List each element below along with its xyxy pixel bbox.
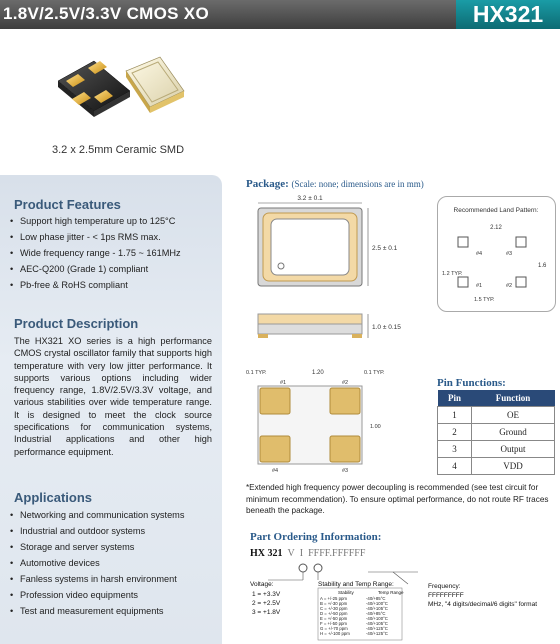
vpitch-label: 1.00: [370, 424, 381, 430]
package-drawing: [244, 188, 424, 478]
stab-cell: -40/+105°C: [366, 606, 388, 611]
list-item: • Networking and communication systems: [10, 507, 184, 523]
pin-label: #3: [342, 468, 349, 474]
land-height: 1.6: [538, 263, 547, 269]
frequency-desc: MHz, "4 digits/decimal/6 digits" format: [428, 601, 538, 608]
land-pin-label: #4: [476, 251, 483, 257]
features-list: [10, 213, 181, 293]
stab-cell: -40/+100°C: [366, 616, 388, 621]
decoupling-note: *Extended high frequency power decoupling is recommended (see test circuit for minimum recommendation). To ensure optimal performance, do not route RF traces beneath the package.: [246, 483, 549, 515]
list-item: • Pb-free & RoHS compliant: [10, 277, 181, 293]
product-image: [48, 49, 228, 133]
pin-functions-title: Pin Functions:: [437, 377, 506, 389]
voltage-option: 3 = +1.8V: [252, 609, 281, 616]
code-v: V: [287, 548, 295, 559]
voltage-label: Voltage:: [250, 581, 274, 588]
list-item: • Fanless systems in harsh environment: [10, 571, 184, 587]
table-row: [438, 424, 555, 441]
stab-cell: B = +/-30 ppm: [320, 601, 348, 606]
stab-cell: H = +/-100 ppm: [320, 631, 350, 636]
table-header-row: [438, 390, 555, 407]
table-row: [438, 407, 555, 424]
table-row: [438, 458, 555, 475]
stab-cell: -40/+85°C: [366, 611, 386, 616]
applications-list: [10, 507, 184, 619]
stab-header: Stability: [338, 590, 354, 595]
list-item: • Support high temperature up to 125°C: [10, 213, 181, 229]
land-pin-label: #2: [506, 283, 513, 289]
stab-cell: -40/+125°C: [366, 631, 388, 636]
part-number-badge: HX321: [456, 0, 560, 29]
product-hero: [0, 29, 560, 156]
land-pin-label: #3: [506, 251, 513, 257]
typ-label: 0.1 TYP.: [246, 370, 267, 376]
package-subtitle: (Scale: none; dimensions are in mm): [291, 179, 424, 189]
stab-cell: D = +/-50 ppm: [320, 611, 348, 616]
table-cell: 4: [438, 458, 472, 475]
table-header: Function: [472, 390, 555, 407]
voltage-option: 1 = +3.3V: [252, 591, 281, 598]
list-item: • Test and measurement equipments: [10, 603, 184, 619]
table-row: [438, 441, 555, 458]
stab-cell: F = +/-50 ppm: [320, 621, 347, 626]
land-pattern-box: [437, 196, 556, 312]
stab-cell: E = +/-50 ppm: [320, 616, 348, 621]
stab-header: Temp Range: [378, 590, 404, 595]
description-title: Product Description: [14, 316, 139, 331]
product-caption: 3.2 x 2.5mm Ceramic SMD: [52, 144, 185, 156]
land-title: Recommended Land Pattern:: [453, 207, 539, 214]
table-cell: Ground: [472, 424, 555, 441]
description-text: The HX321 XO series is a high performance CMOS crystal oscillator family that supports high temperature with very low jitter performance. It supports various options including wider frequency range, 1.8V/2.5V/3.3V voltage, and various stabilities over wide temperature range. It is designed to meet the clock source specifications for communication systems, Industrial applications and other high performance equipment.: [14, 336, 212, 457]
table-cell: 1: [438, 407, 472, 424]
land-pad-h: 1.5 TYP.: [474, 297, 495, 303]
code-freq: FFFF.FFFFFF: [308, 548, 366, 559]
list-item: • Storage and server systems: [10, 539, 184, 555]
stab-cell: -40/+125°C: [366, 626, 388, 631]
pin-label: #2: [342, 380, 349, 386]
table-cell: 2: [438, 424, 472, 441]
frequency-label: Frequency:: [428, 583, 461, 590]
list-item: • AEC-Q200 (Grade 1) compliant: [10, 261, 181, 277]
voltage-option: 2 = +2.5V: [252, 600, 281, 607]
stab-cell: A = +/-25 ppm: [320, 596, 347, 601]
stab-cell: -40/+85°C: [366, 596, 386, 601]
package-title: Package: (Scale: none; dimensions are in mm): [246, 178, 424, 190]
features-title: Product Features: [14, 197, 121, 212]
frequency-code: FFFFFFFFF: [428, 592, 464, 599]
land-width: 2.12: [490, 225, 502, 231]
stab-cell: C = +/-30 ppm: [320, 606, 348, 611]
list-item: • Automotive devices: [10, 555, 184, 571]
table-cell: Output: [472, 441, 555, 458]
land-pin-label: #1: [476, 283, 483, 289]
ordering-code: HX 321 V I FFFF.FFFFFF: [250, 548, 366, 559]
page-title: 1.8V/2.5V/3.3V CMOS XO: [3, 4, 209, 23]
land-pad-w: 1.2 TYP.: [442, 271, 463, 277]
dim-thickness-label: 1.0 ± 0.15: [372, 324, 401, 331]
list-item: • Wide frequency range - 1.75 ~ 161MHz: [10, 245, 181, 261]
dim-width-label: 3.2 ± 0.1: [297, 195, 323, 202]
stab-cell: G = +/-70 ppm: [320, 626, 348, 631]
land-pattern-drawing: [438, 197, 555, 311]
stability-label: Stability and Temp Range:: [318, 581, 394, 588]
stab-cell: -40/+105°C: [366, 621, 388, 626]
applications-title: Applications: [14, 490, 93, 505]
typ-label: 0.1 TYP.: [364, 370, 385, 376]
dim-height-label: 2.5 ± 0.1: [372, 245, 398, 252]
pitch-label: 1.20: [312, 370, 324, 376]
table-header: Pin: [438, 390, 472, 407]
stab-cell: -40/+100°C: [366, 601, 388, 606]
table-cell: 3: [438, 441, 472, 458]
table-cell: OE: [472, 407, 555, 424]
pin-label: #4: [272, 468, 279, 474]
code-i: I: [299, 548, 304, 559]
table-cell: VDD: [472, 458, 555, 475]
pin-label: #1: [280, 380, 287, 386]
ordering-diagram: [248, 560, 558, 642]
pin-functions-table: [437, 390, 555, 475]
list-item: • Industrial and outdoor systems: [10, 523, 184, 539]
header-bar: [0, 0, 560, 29]
ordering-title: Part Ordering Information:: [250, 531, 382, 543]
list-item: • Profession video equipments: [10, 587, 184, 603]
list-item: • Low phase jitter - < 1ps RMS max.: [10, 229, 181, 245]
